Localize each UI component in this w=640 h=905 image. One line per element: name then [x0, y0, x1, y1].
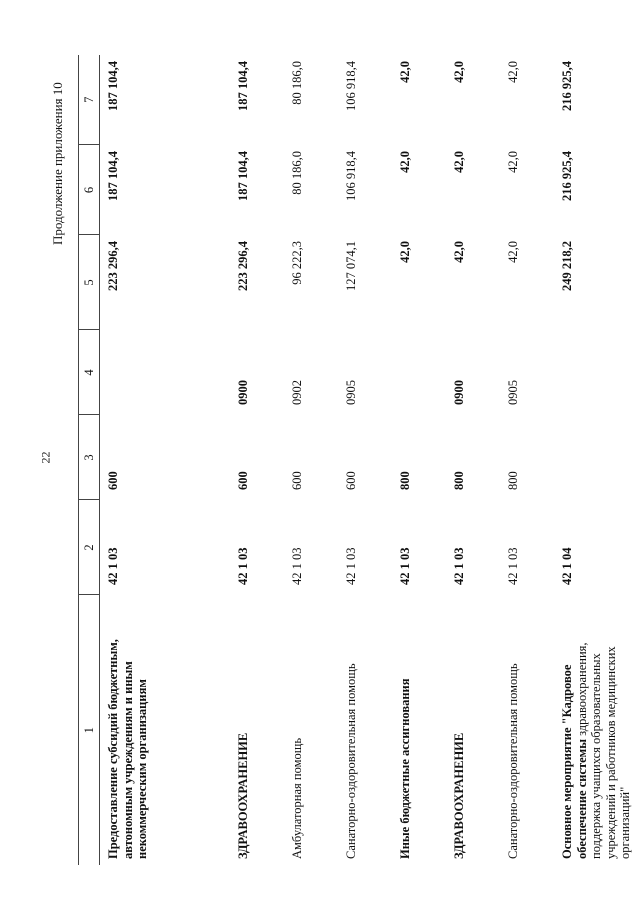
- row-name: Санаторно-оздоровительная помощь: [344, 663, 359, 859]
- amount-6: 42,0: [398, 151, 413, 173]
- target-code: 42 1 03: [398, 547, 413, 585]
- target-code: 42 1 03: [344, 547, 359, 585]
- amount-7: 80 186,0: [290, 61, 305, 105]
- amount-6: 42,0: [506, 151, 521, 173]
- table-row: [392, 55, 446, 865]
- section-code: 0902: [290, 380, 305, 405]
- budget-table: [78, 55, 640, 865]
- col-header-7: 7: [79, 55, 100, 145]
- amount-5: 249 218,2: [560, 241, 575, 291]
- target-code: 42 1 03: [290, 547, 305, 585]
- section-code: 0905: [344, 380, 359, 405]
- row-name: [554, 595, 640, 865]
- section-code: [100, 330, 231, 415]
- amount-7: 42,0: [506, 61, 521, 83]
- row-name: ЗДРАВООХРАНЕНИЕ: [452, 732, 467, 859]
- amount-5: 42,0: [398, 241, 413, 263]
- amount-5: 96 222,3: [290, 241, 305, 285]
- table-row: [554, 55, 640, 865]
- col-header-2: 2: [79, 500, 100, 595]
- section-code: 0900: [236, 380, 251, 405]
- amount-6: 216 925,4: [560, 151, 575, 201]
- col-header-3: 3: [79, 415, 100, 500]
- amount-5: 42,0: [506, 241, 521, 263]
- row-name: Санаторно-оздоровительная помощь: [506, 663, 521, 859]
- row-name-lead: Основное мероприятие "Кадровое обеспечение системы: [560, 664, 589, 859]
- amount-7: 106 918,4: [344, 61, 359, 111]
- page-number: 22: [38, 451, 53, 464]
- expense-type: [554, 415, 640, 500]
- expense-type: 600: [236, 471, 251, 490]
- col-header-5: 5: [79, 235, 100, 330]
- rotated-content: [0, 20, 640, 885]
- header-row: [79, 55, 100, 865]
- amount-5: 127 074,1: [344, 241, 359, 291]
- amount-6: 80 186,0: [290, 151, 305, 195]
- amount-7: 216 925,4: [560, 61, 575, 111]
- amount-5: 223 296,4: [106, 241, 121, 291]
- row-name: Амбулаторная помощь: [290, 737, 305, 859]
- target-code: 42 1 03: [452, 547, 467, 585]
- amount-7: 42,0: [452, 61, 467, 83]
- col-header-1: 1: [79, 595, 100, 865]
- col-header-4: 4: [79, 330, 100, 415]
- section-code: [392, 330, 446, 415]
- amount-5: 223 296,4: [236, 241, 251, 291]
- continuation-label: Продолжение приложения 10: [50, 82, 65, 245]
- table-row: [338, 55, 392, 865]
- expense-type: 600: [344, 471, 359, 490]
- section-code: 0905: [506, 380, 521, 405]
- amount-7: 187 104,4: [106, 61, 121, 111]
- table-row: [100, 55, 231, 865]
- expense-type: 800: [398, 471, 413, 490]
- row-name: Предоставление субсидий бюджетным, автономным учреждениям и иным некоммерческим организациям: [106, 639, 150, 859]
- amount-7: 42,0: [398, 61, 413, 83]
- amount-6: 106 918,4: [344, 151, 359, 201]
- section-code: [554, 330, 640, 415]
- table-row: [446, 55, 500, 865]
- amount-5: 42,0: [452, 241, 467, 263]
- table-row: [500, 55, 554, 865]
- expense-type: 800: [452, 471, 467, 490]
- table-row: [284, 55, 338, 865]
- target-code: 42 1 03: [506, 547, 521, 585]
- section-code: 0900: [452, 380, 467, 405]
- target-code: 42 1 03: [236, 547, 251, 585]
- expense-type: 600: [290, 471, 305, 490]
- expense-type: 600: [106, 471, 121, 490]
- col-header-6: 6: [79, 145, 100, 235]
- amount-6: 187 104,4: [236, 151, 251, 201]
- amount-6: 187 104,4: [106, 151, 121, 201]
- row-name: Иные бюджетные ассигнования: [398, 678, 413, 859]
- target-code: 42 1 04: [560, 547, 575, 585]
- row-name-rest: здравоохранения, поддержка учащихся образовательных учреждений и работников медицинских организаций": [574, 642, 632, 859]
- table-row: [230, 55, 284, 865]
- target-code: 42 1 03: [106, 547, 121, 585]
- amount-7: 187 104,4: [236, 61, 251, 111]
- expense-type: 800: [506, 471, 521, 490]
- amount-6: 42,0: [452, 151, 467, 173]
- row-name: ЗДРАВООХРАНЕНИЕ: [236, 732, 251, 859]
